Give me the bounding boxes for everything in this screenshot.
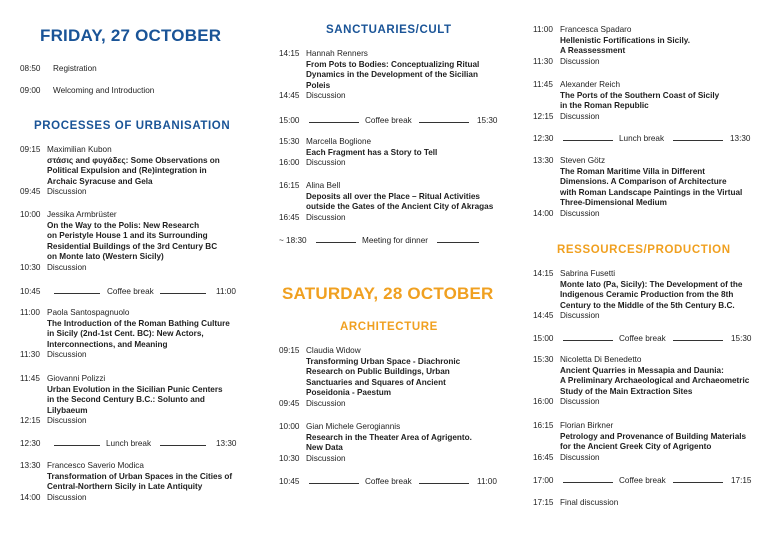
- talk-title-line: Three-Dimensional Medium: [560, 198, 667, 208]
- time: 15:00: [279, 116, 300, 125]
- time: 10:00: [279, 422, 300, 431]
- item-text: Welcoming and Introduction: [53, 86, 155, 95]
- coffee-break: [533, 334, 753, 345]
- time: 12:15: [533, 111, 554, 121]
- break-label: Coffee break: [619, 476, 666, 485]
- talk-title-line: Lilybaeum: [47, 405, 88, 415]
- divider: [673, 482, 723, 483]
- time: ~ 18:30: [279, 236, 307, 245]
- talk-title-line: A Reassessment: [560, 46, 626, 56]
- discussion-row: [20, 416, 250, 427]
- discussion-label: Discussion: [560, 208, 600, 218]
- divider: [563, 340, 613, 341]
- time: 09:15: [20, 145, 41, 154]
- talk: [20, 210, 250, 274]
- discussion-row: [533, 209, 768, 220]
- speaker: Jessika Armbrüster: [47, 210, 117, 219]
- speaker: Sabrina Fusetti: [560, 269, 616, 278]
- discussion-label: Discussion: [306, 91, 346, 101]
- lunch-break: [20, 439, 240, 450]
- time: 14:45: [279, 91, 300, 101]
- discussion-row: [20, 350, 250, 361]
- discussion-label: Discussion: [560, 397, 600, 407]
- section-heading-ressources: RESSOURCES/PRODUCTION: [557, 244, 731, 256]
- time: 09:45: [20, 187, 41, 197]
- dinner-meeting: [279, 236, 499, 247]
- discussion-row: [533, 112, 763, 123]
- time: 14:15: [533, 269, 554, 278]
- time: 08:50: [20, 64, 41, 73]
- divider: [563, 482, 613, 483]
- divider: [673, 340, 723, 341]
- talk-title-line: New Data: [306, 443, 343, 453]
- time: 09:00: [20, 86, 41, 95]
- speaker: Hannah Renners: [306, 49, 368, 58]
- discussion-row: [533, 397, 768, 408]
- discussion-label: Discussion: [560, 56, 600, 66]
- time: 11:00: [477, 477, 497, 486]
- talk: [279, 422, 509, 464]
- talk-title-line: Dynamics in the Development of the Sicilian: [306, 70, 478, 80]
- talk-title-line: Deposits all over the Place – Ritual Activities: [306, 191, 480, 201]
- talk-title-line: Ancient Quarries in Messapia and Daunia:: [560, 365, 724, 375]
- time: 11:45: [533, 80, 553, 89]
- talk-title-line: Research in the Theater Area of Agrigento.: [306, 432, 472, 442]
- talk-title-line: Each Fragment has a Story to Tell: [306, 147, 438, 157]
- talk-title-line: Transforming Urban Space - Diachronic: [306, 356, 461, 366]
- speaker: Marcella Boglione: [306, 137, 372, 146]
- talk-title-line: on Peristyle House 1 and its Surrounding: [47, 231, 208, 241]
- time: 10:30: [20, 262, 41, 272]
- time: 13:30: [730, 134, 751, 143]
- talk: [20, 308, 250, 361]
- break-label: Meeting for dinner: [362, 236, 428, 245]
- break-label: Coffee break: [107, 287, 154, 296]
- section-heading-architecture: ARCHITECTURE: [340, 321, 438, 333]
- discussion-label: Discussion: [47, 187, 87, 197]
- talk: [533, 25, 763, 67]
- talk-title-line: Sanctuaries and Squares of Ancient: [306, 377, 446, 387]
- talk-title-line: Poleis: [306, 80, 331, 90]
- talk-title-line: on Monte Iato (Western Sicily): [47, 252, 164, 262]
- time: 11:30: [533, 56, 553, 66]
- talk-title-line: in the Roman Republic: [560, 101, 649, 111]
- talk: [533, 421, 768, 463]
- divider: [419, 483, 469, 484]
- time: 16:45: [279, 212, 300, 222]
- discussion-label: Discussion: [560, 111, 600, 121]
- speaker: Francesco Saverio Modica: [47, 461, 144, 470]
- time: 14:00: [20, 492, 41, 502]
- time: 11:00: [533, 25, 553, 34]
- talk-title-line: Archaic Syracuse and Gela: [47, 176, 153, 186]
- discussion-label: Discussion: [47, 416, 87, 426]
- divider: [54, 293, 100, 294]
- item-text: Registration: [53, 64, 97, 73]
- time: 15:30: [279, 137, 300, 146]
- discussion-row: [533, 311, 768, 322]
- speaker: Giovanni Polizzi: [47, 374, 106, 383]
- time: 12:30: [20, 439, 41, 448]
- talk-title-line: From Pots to Bodies: Conceptualizing Ritual: [306, 59, 480, 69]
- time: 11:45: [20, 374, 40, 383]
- talk: [533, 156, 768, 220]
- talk: [279, 49, 509, 102]
- discussion-label: Discussion: [306, 453, 346, 463]
- speaker: Paola Santospagnuolo: [47, 308, 130, 317]
- time: 14:00: [533, 208, 554, 218]
- talk-title-line: Hellenistic Fortifications in Sicily.: [560, 35, 690, 45]
- time: 17:15: [731, 476, 752, 485]
- talk-title-line: The Roman Maritime Villa in Different: [560, 166, 705, 176]
- talk-title-line: outside the Gates of the Ancient City of Akragas: [306, 202, 494, 212]
- discussion-label: Discussion: [560, 311, 600, 321]
- talk-title-line: Study of the Main Extraction Sites: [560, 386, 693, 396]
- discussion-label: Discussion: [47, 492, 87, 502]
- talk-title-line: The Introduction of the Roman Bathing Culture: [47, 318, 230, 328]
- time: 10:45: [20, 287, 41, 296]
- talk-title-line: Urban Evolution in the Sicilian Punic Centers: [47, 384, 223, 394]
- talk-title-line: στάσις and φυγάδες: Some Observations on: [47, 155, 220, 165]
- talk: [20, 145, 250, 198]
- discussion-label: Discussion: [560, 452, 600, 462]
- talk: [533, 269, 768, 322]
- break-label: Coffee break: [365, 477, 412, 486]
- item-text: Final discussion: [560, 498, 619, 507]
- discussion-label: Discussion: [47, 350, 87, 360]
- divider: [160, 445, 206, 446]
- talk-title-line: Political Expulsion and (Re)integration in: [47, 166, 207, 176]
- discussion-label: Discussion: [47, 262, 87, 272]
- time: 15:00: [533, 334, 554, 343]
- talk-title-line: Dimensions. A Comparison of Architecture: [560, 177, 727, 187]
- talk-title-line: Poseidonia - Paestum: [306, 388, 392, 398]
- talk: [279, 346, 509, 410]
- talk-title-line: for the Ancient Greek City of Agrigento: [560, 442, 712, 452]
- discussion-row: [20, 263, 250, 274]
- time: 10:30: [279, 453, 300, 463]
- talk-title-line: Century to the Middle of the 5th Century B.C.: [560, 300, 735, 310]
- talk-title-line: in Sicily (2nd-1st Cent. BC): New Actors,: [47, 329, 204, 339]
- time: 14:45: [533, 311, 554, 321]
- time: 15:30: [533, 355, 554, 364]
- discussion-row: [533, 453, 768, 464]
- talk-title-line: Research on Public Buildings, Urban: [306, 367, 450, 377]
- time: 09:45: [279, 398, 300, 408]
- divider: [419, 122, 469, 123]
- discussion-row: [279, 91, 509, 102]
- discussion-row: [279, 454, 509, 465]
- time: 16:15: [279, 181, 300, 190]
- talk-title-line: Monte Iato (Pa, Sicily): The Development of the: [560, 279, 743, 289]
- discussion-row: [279, 213, 514, 224]
- time: 15:30: [731, 334, 752, 343]
- talk-title-line: in the Second Century B.C.: Solunto and: [47, 395, 205, 405]
- time: 13:30: [216, 439, 237, 448]
- time: 10:45: [279, 477, 300, 486]
- break-label: Coffee break: [619, 334, 666, 343]
- talk: [20, 374, 250, 427]
- time: 14:15: [279, 49, 300, 58]
- discussion-label: Discussion: [306, 398, 346, 408]
- discussion-row: [20, 493, 255, 504]
- speaker: Florian Birkner: [560, 421, 614, 430]
- talk: [533, 80, 763, 122]
- friday-title: FRIDAY, 27 OCTOBER: [40, 26, 222, 45]
- divider: [160, 293, 206, 294]
- break-label: Lunch break: [619, 134, 665, 143]
- speaker: Alina Bell: [306, 181, 341, 190]
- speaker: Maximilian Kubon: [47, 145, 112, 154]
- divider: [309, 122, 359, 123]
- divider: [437, 242, 479, 243]
- speaker: Gian Michele Gerogiannis: [306, 422, 401, 431]
- divider: [316, 242, 356, 243]
- talk-title-line: On the Way to the Polis: New Research: [47, 220, 200, 230]
- talk-title-line: Residential Buildings of the 3rd Century BC: [47, 241, 218, 251]
- break-label: Lunch break: [106, 439, 152, 448]
- time: 13:30: [533, 156, 554, 165]
- speaker: Alexander Reich: [560, 80, 621, 89]
- speaker: Steven Götz: [560, 156, 606, 165]
- time: 16:00: [533, 397, 554, 407]
- talk-title-line: The Ports of the Southern Coast of Sicily: [560, 90, 720, 100]
- time: 11:30: [20, 350, 40, 360]
- time: 16:15: [533, 421, 554, 430]
- talk-title-line: with Roman Landscape Paintings in the Virtual: [560, 187, 743, 197]
- talk: [533, 355, 768, 408]
- talk: [279, 181, 514, 223]
- discussion-label: Discussion: [306, 212, 346, 222]
- time: 13:30: [20, 461, 41, 470]
- time: 12:15: [20, 416, 41, 426]
- time: 10:00: [20, 210, 41, 219]
- talk-title-line: Indigenous Ceramic Production from the 8th: [560, 290, 734, 300]
- time: 16:00: [279, 158, 300, 168]
- coffee-break: [279, 116, 499, 127]
- section-heading-urbanisation: PROCESSES OF URBANISATION: [34, 120, 231, 132]
- time: 15:30: [477, 116, 498, 125]
- divider: [54, 445, 100, 446]
- discussion-label: Discussion: [306, 158, 346, 168]
- discussion-row: [20, 187, 250, 198]
- divider: [673, 140, 723, 141]
- talk-title-line: Transformation of Urban Spaces in the Cities of: [47, 471, 233, 481]
- talk-title-line: Petrology and Provenance of Building Materials: [560, 431, 747, 441]
- divider: [563, 140, 613, 141]
- time: 11:00: [20, 308, 40, 317]
- break-label: Coffee break: [365, 116, 412, 125]
- time: 09:15: [279, 346, 300, 355]
- divider: [309, 483, 359, 484]
- coffee-break: [279, 477, 499, 488]
- speaker: Nicoletta Di Benedetto: [560, 355, 642, 364]
- talk-title-line: Central-Northern Sicily in Late Antiquity: [47, 482, 203, 492]
- time: 11:00: [216, 287, 236, 296]
- time: 16:45: [533, 452, 554, 462]
- section-heading-sanctuaries: SANCTUARIES/CULT: [326, 24, 452, 36]
- saturday-title: SATURDAY, 28 OCTOBER: [282, 284, 494, 303]
- talk: [279, 137, 509, 169]
- talk-title-line: Interconnections, and Meaning: [47, 339, 168, 349]
- coffee-break: [20, 287, 240, 298]
- discussion-row: [533, 57, 763, 68]
- speaker: Claudia Widow: [306, 346, 361, 355]
- discussion-row: [279, 399, 509, 410]
- coffee-break: [533, 476, 753, 487]
- talk: [20, 461, 255, 503]
- discussion-row: [279, 158, 509, 169]
- time: 17:00: [533, 476, 554, 485]
- speaker: Francesca Spadaro: [560, 25, 632, 34]
- lunch-break: [533, 134, 753, 145]
- time: 17:15: [533, 498, 554, 507]
- time: 12:30: [533, 134, 554, 143]
- talk-title-line: A Preliminary Archaeological and Archaeometric: [560, 376, 750, 386]
